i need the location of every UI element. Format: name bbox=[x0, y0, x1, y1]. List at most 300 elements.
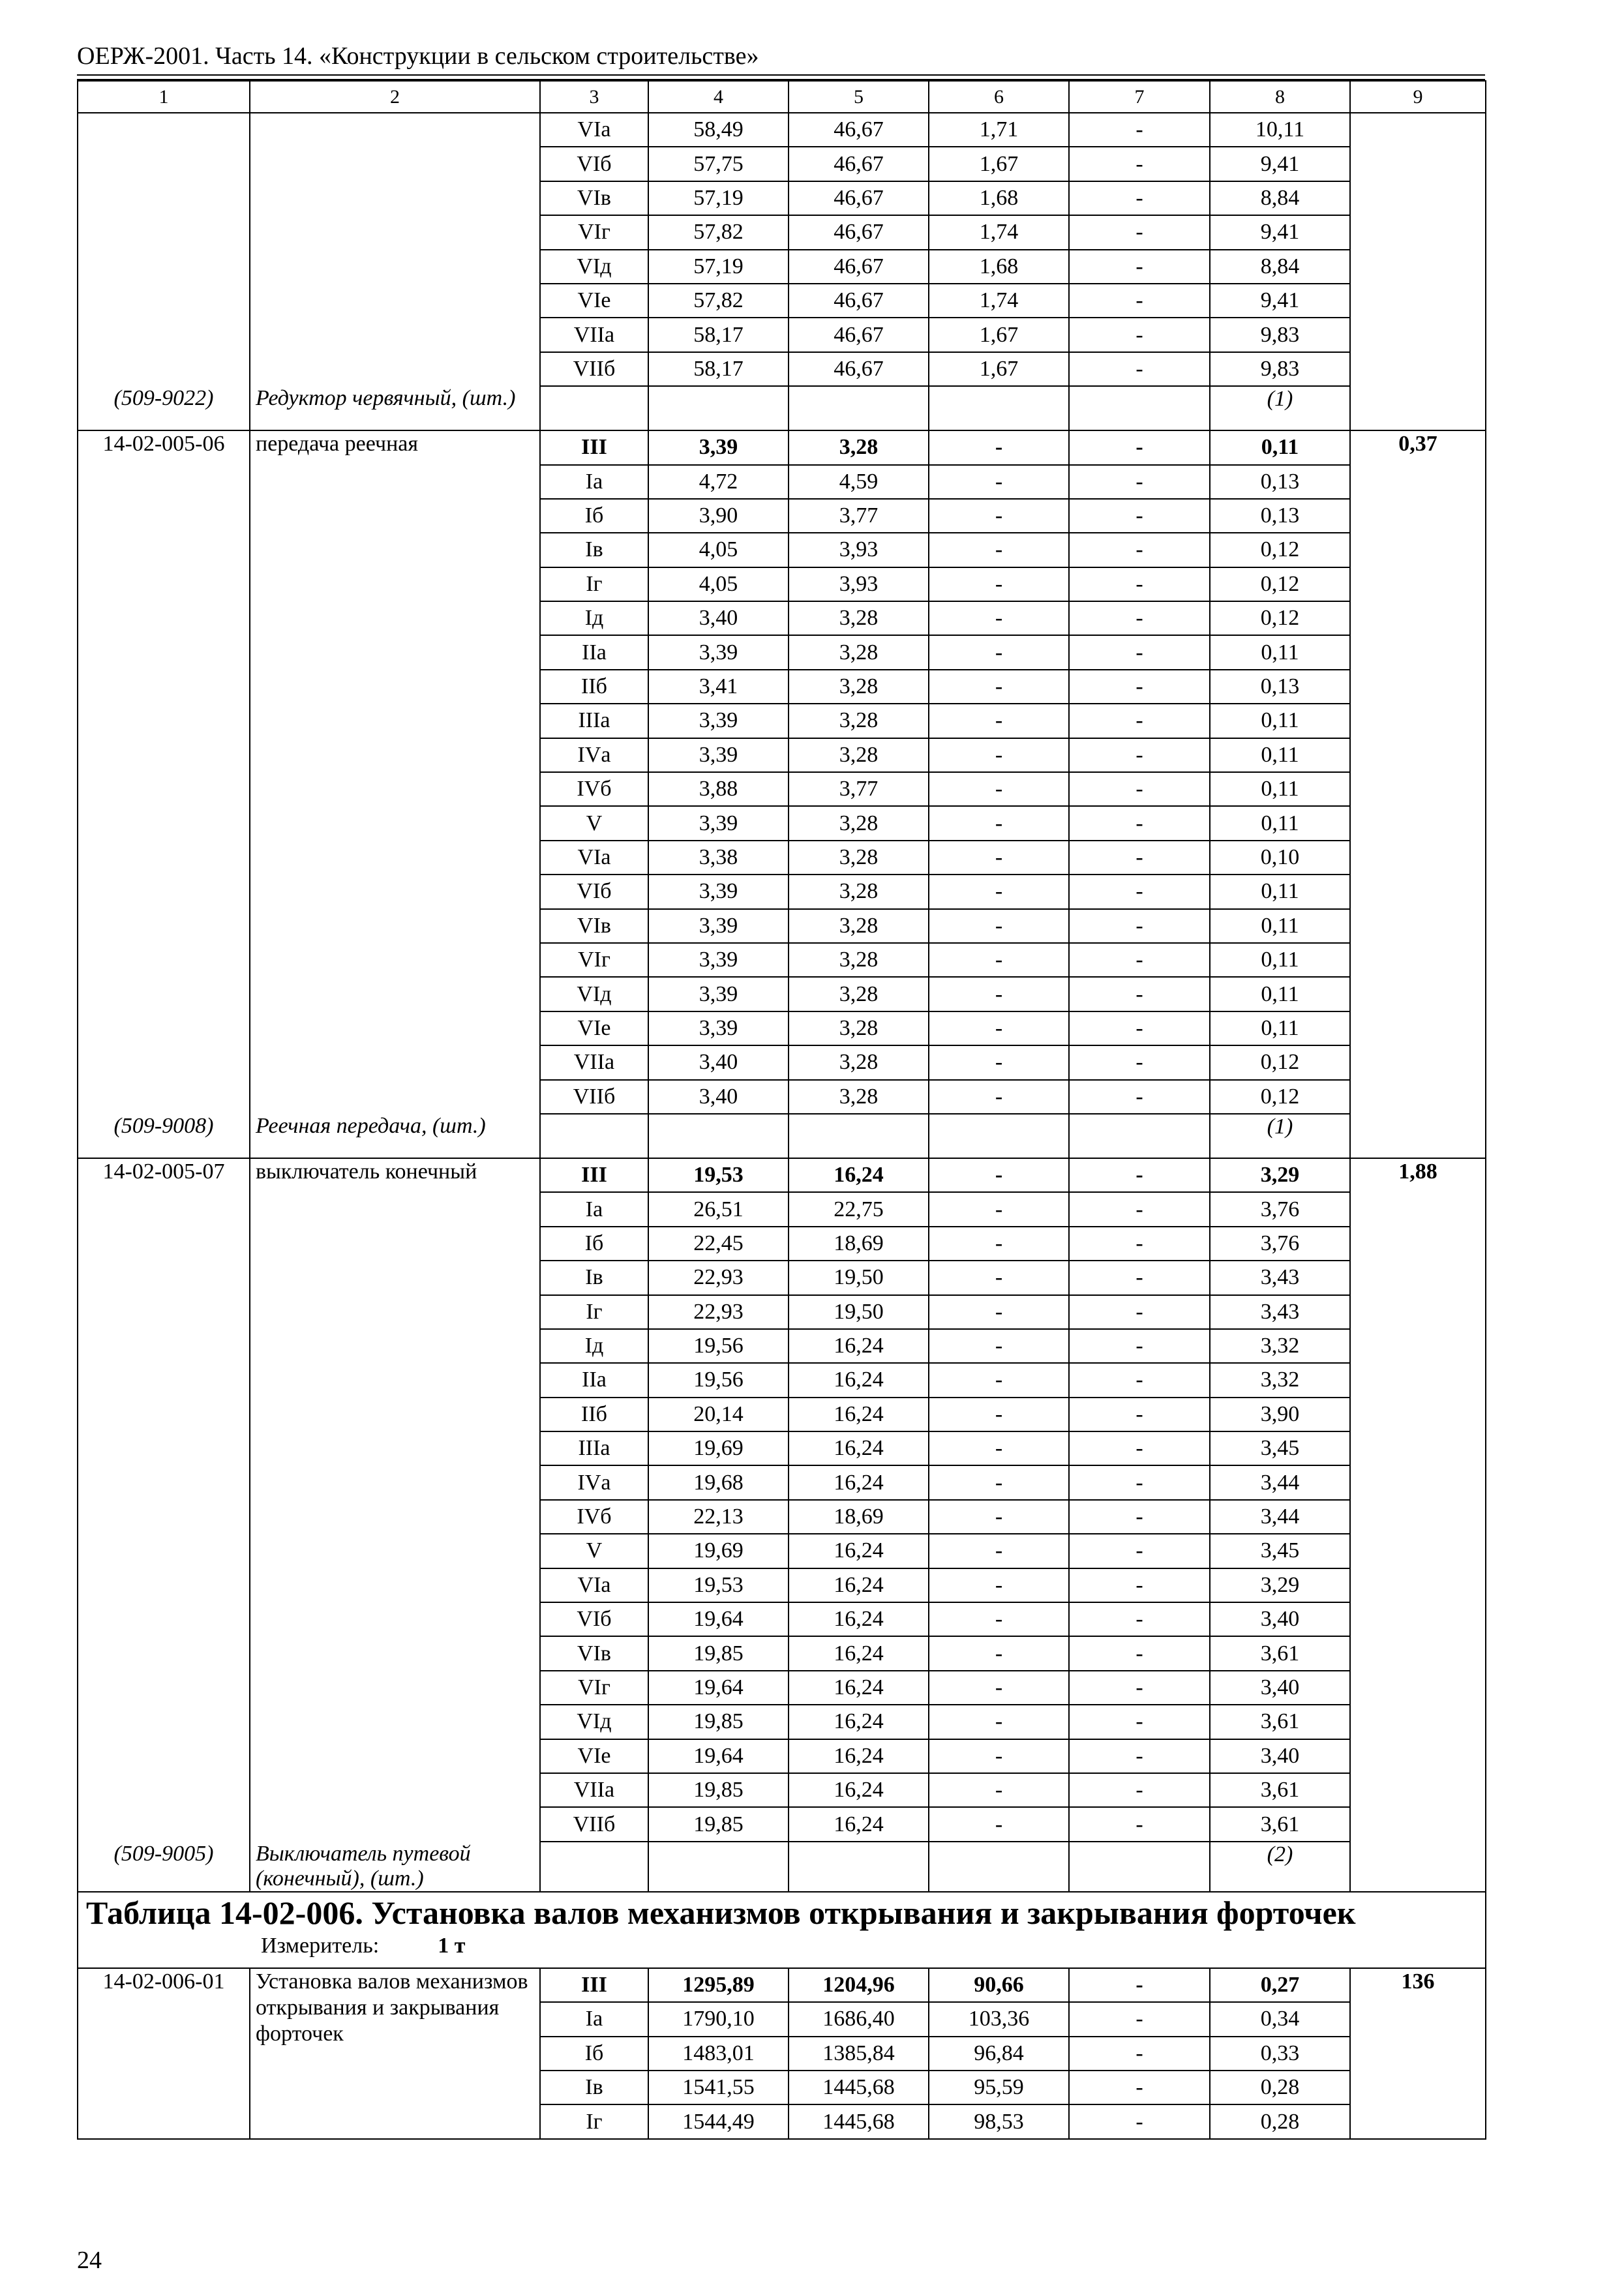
code-cell bbox=[78, 943, 250, 977]
value-cell: IVб bbox=[540, 772, 648, 806]
empty-cell bbox=[929, 1114, 1069, 1158]
value-cell: 1385,84 bbox=[789, 2037, 929, 2071]
value-cell: - bbox=[1069, 147, 1210, 181]
code-cell bbox=[78, 635, 250, 669]
value-cell: 3,61 bbox=[1210, 1636, 1350, 1670]
value-cell: - bbox=[929, 1500, 1069, 1534]
value-cell: - bbox=[1069, 2037, 1210, 2071]
value-cell: 1,68 bbox=[929, 250, 1069, 284]
total-cell bbox=[1350, 806, 1486, 840]
value-cell: VIб bbox=[540, 1602, 648, 1636]
name-cell bbox=[250, 772, 540, 806]
value-cell: VIв bbox=[540, 909, 648, 943]
total-cell bbox=[1350, 250, 1486, 284]
total-cell bbox=[1350, 1465, 1486, 1499]
value-cell: 58,17 bbox=[648, 352, 789, 386]
table-row bbox=[78, 1011, 1486, 1045]
total-cell bbox=[1350, 1705, 1486, 1739]
value-cell: 0,11 bbox=[1210, 909, 1350, 943]
total-cell bbox=[1350, 1363, 1486, 1397]
value-cell: 19,56 bbox=[648, 1363, 789, 1397]
name-cell bbox=[250, 465, 540, 499]
value-cell: - bbox=[929, 1773, 1069, 1807]
value-cell: VIIб bbox=[540, 352, 648, 386]
table-row bbox=[78, 1398, 1486, 1431]
value-cell: 1,74 bbox=[929, 284, 1069, 318]
code-cell bbox=[78, 875, 250, 908]
value-cell: 0,12 bbox=[1210, 533, 1350, 567]
value-cell: VIа bbox=[540, 113, 648, 147]
table-row bbox=[78, 1227, 1486, 1261]
column-number: 9 bbox=[1350, 81, 1486, 113]
code-cell bbox=[78, 909, 250, 943]
total-cell bbox=[1350, 1602, 1486, 1636]
table-row bbox=[78, 1500, 1486, 1534]
name-cell bbox=[250, 147, 540, 181]
code-cell bbox=[78, 841, 250, 875]
page-header: ОЕРЖ-2001. Часть 14. «Конструкции в сельском строительстве» bbox=[77, 42, 759, 70]
value-cell: 1,71 bbox=[929, 113, 1069, 147]
value-cell: - bbox=[1069, 2002, 1210, 2036]
value-cell: VIг bbox=[540, 215, 648, 249]
name-cell bbox=[250, 2071, 540, 2104]
value-cell: 46,67 bbox=[789, 147, 929, 181]
value-cell: 46,67 bbox=[789, 352, 929, 386]
value-cell: 1541,55 bbox=[648, 2071, 789, 2104]
value-cell: 3,28 bbox=[789, 1045, 929, 1079]
table-row bbox=[78, 635, 1486, 669]
name-cell bbox=[250, 181, 540, 215]
value-cell: 19,64 bbox=[648, 1739, 789, 1773]
value-cell: VIг bbox=[540, 1671, 648, 1705]
total-cell bbox=[1350, 1192, 1486, 1226]
value-cell: - bbox=[929, 1227, 1069, 1261]
value-cell: - bbox=[1069, 704, 1210, 738]
value-cell: - bbox=[1069, 1636, 1210, 1670]
value-cell: VIд bbox=[540, 977, 648, 1011]
value-cell: 3,77 bbox=[789, 499, 929, 533]
name-cell bbox=[250, 215, 540, 249]
resource-qty: (1) bbox=[1210, 386, 1350, 430]
value-cell: - bbox=[929, 1329, 1069, 1363]
code-cell bbox=[78, 1671, 250, 1705]
table-row bbox=[78, 1158, 1486, 1192]
empty-cell bbox=[540, 1842, 648, 1892]
value-cell: 9,41 bbox=[1210, 147, 1350, 181]
total-cell bbox=[1350, 1739, 1486, 1773]
value-cell: - bbox=[1069, 1671, 1210, 1705]
table-row bbox=[78, 1465, 1486, 1499]
code-cell bbox=[78, 1227, 250, 1261]
code-cell: 14-02-005-06 bbox=[78, 430, 250, 464]
value-cell: Iд bbox=[540, 601, 648, 635]
value-cell: 3,28 bbox=[789, 670, 929, 704]
value-cell: 3,40 bbox=[1210, 1739, 1350, 1773]
table-row bbox=[78, 841, 1486, 875]
value-cell: 3,38 bbox=[648, 841, 789, 875]
value-cell: 22,93 bbox=[648, 1261, 789, 1294]
empty-cell bbox=[1069, 386, 1210, 430]
value-cell: 3,40 bbox=[648, 1080, 789, 1114]
value-cell: - bbox=[929, 1636, 1069, 1670]
empty-cell bbox=[648, 1842, 789, 1892]
value-cell: 3,28 bbox=[789, 806, 929, 840]
total-cell: 136 bbox=[1350, 1968, 1486, 2002]
value-cell: 20,14 bbox=[648, 1398, 789, 1431]
value-cell: - bbox=[929, 635, 1069, 669]
value-cell: - bbox=[1069, 909, 1210, 943]
value-cell: - bbox=[1069, 1773, 1210, 1807]
total-cell bbox=[1350, 499, 1486, 533]
value-cell: - bbox=[929, 499, 1069, 533]
table-row bbox=[78, 1739, 1486, 1773]
value-cell: Iг bbox=[540, 1295, 648, 1329]
value-cell: - bbox=[1069, 1045, 1210, 1079]
value-cell: - bbox=[1069, 1363, 1210, 1397]
code-cell bbox=[78, 1465, 250, 1499]
value-cell: 0,33 bbox=[1210, 2037, 1350, 2071]
column-number: 3 bbox=[540, 81, 648, 113]
value-cell: 0,10 bbox=[1210, 841, 1350, 875]
name-cell bbox=[250, 1465, 540, 1499]
value-cell: - bbox=[1069, 567, 1210, 601]
total-cell bbox=[1350, 1080, 1486, 1114]
value-cell: - bbox=[1069, 1968, 1210, 2002]
value-cell: - bbox=[1069, 1739, 1210, 1773]
name-cell bbox=[250, 1431, 540, 1465]
value-cell: 0,11 bbox=[1210, 1011, 1350, 1045]
resource-qty: (1) bbox=[1210, 1114, 1350, 1158]
table-row bbox=[78, 113, 1486, 147]
name-cell bbox=[250, 1534, 540, 1568]
name-cell bbox=[250, 1363, 540, 1397]
value-cell: 1790,10 bbox=[648, 2002, 789, 2036]
resource-footnote-row bbox=[78, 386, 1486, 430]
code-cell bbox=[78, 318, 250, 352]
table-row bbox=[78, 1602, 1486, 1636]
column-number: 2 bbox=[250, 81, 540, 113]
value-cell: - bbox=[929, 841, 1069, 875]
table-row bbox=[78, 1568, 1486, 1602]
value-cell: 16,24 bbox=[789, 1807, 929, 1841]
table-caption-row bbox=[78, 1892, 1486, 1968]
value-cell: 1483,01 bbox=[648, 2037, 789, 2071]
value-cell: 3,77 bbox=[789, 772, 929, 806]
name-cell bbox=[250, 1295, 540, 1329]
value-cell: 57,75 bbox=[648, 147, 789, 181]
total-cell bbox=[1350, 533, 1486, 567]
value-cell: 3,45 bbox=[1210, 1534, 1350, 1568]
value-cell: 46,67 bbox=[789, 181, 929, 215]
value-cell: - bbox=[929, 704, 1069, 738]
table-row bbox=[78, 1773, 1486, 1807]
total-cell bbox=[1350, 738, 1486, 772]
value-cell: 3,41 bbox=[648, 670, 789, 704]
code-cell bbox=[78, 2002, 250, 2036]
value-cell: 58,17 bbox=[648, 318, 789, 352]
value-cell: 3,90 bbox=[648, 499, 789, 533]
value-cell: - bbox=[1069, 215, 1210, 249]
empty-cell bbox=[789, 1114, 929, 1158]
table-row bbox=[78, 465, 1486, 499]
value-cell: 3,40 bbox=[648, 1045, 789, 1079]
code-cell bbox=[78, 704, 250, 738]
resource-code: (509-9022) bbox=[78, 386, 250, 430]
value-cell: VIб bbox=[540, 875, 648, 908]
value-cell: VIIа bbox=[540, 1045, 648, 1079]
value-cell: 0,12 bbox=[1210, 567, 1350, 601]
name-cell bbox=[250, 1636, 540, 1670]
table-row bbox=[78, 250, 1486, 284]
value-cell: 46,67 bbox=[789, 250, 929, 284]
value-cell: IVа bbox=[540, 738, 648, 772]
value-cell: 57,19 bbox=[648, 250, 789, 284]
value-cell: 1204,96 bbox=[789, 1968, 929, 2002]
value-cell: 46,67 bbox=[789, 113, 929, 147]
value-cell: 9,83 bbox=[1210, 352, 1350, 386]
value-cell: 96,84 bbox=[929, 2037, 1069, 2071]
value-cell: 10,11 bbox=[1210, 113, 1350, 147]
value-cell: - bbox=[929, 533, 1069, 567]
name-cell bbox=[250, 601, 540, 635]
value-cell: - bbox=[1069, 533, 1210, 567]
value-cell: 0,34 bbox=[1210, 2002, 1350, 2036]
value-cell: 18,69 bbox=[789, 1500, 929, 1534]
value-cell: IIIа bbox=[540, 1431, 648, 1465]
total-cell bbox=[1350, 113, 1486, 147]
total-cell bbox=[1350, 2071, 1486, 2104]
value-cell: 3,28 bbox=[789, 1080, 929, 1114]
empty-cell bbox=[929, 386, 1069, 430]
code-cell bbox=[78, 465, 250, 499]
total-cell bbox=[1350, 943, 1486, 977]
value-cell: 3,28 bbox=[789, 635, 929, 669]
value-cell: Iв bbox=[540, 1261, 648, 1294]
value-cell: - bbox=[929, 909, 1069, 943]
value-cell: - bbox=[1069, 772, 1210, 806]
resource-qty: (2) bbox=[1210, 1842, 1350, 1892]
table-row bbox=[78, 704, 1486, 738]
value-cell: 16,24 bbox=[789, 1329, 929, 1363]
value-cell: - bbox=[1069, 1192, 1210, 1226]
value-cell: 3,61 bbox=[1210, 1773, 1350, 1807]
value-cell: - bbox=[1069, 1227, 1210, 1261]
table-row bbox=[78, 352, 1486, 386]
table-row bbox=[78, 1329, 1486, 1363]
value-cell: 19,50 bbox=[789, 1261, 929, 1294]
total-cell bbox=[1350, 1671, 1486, 1705]
value-cell: - bbox=[1069, 841, 1210, 875]
empty-cell bbox=[540, 386, 648, 430]
name-cell bbox=[250, 352, 540, 386]
value-cell: Iв bbox=[540, 2071, 648, 2104]
name-cell bbox=[250, 284, 540, 318]
table-row bbox=[78, 806, 1486, 840]
value-cell: 3,93 bbox=[789, 533, 929, 567]
table-row bbox=[78, 533, 1486, 567]
total-cell bbox=[1350, 1329, 1486, 1363]
value-cell: 4,72 bbox=[648, 465, 789, 499]
value-cell: 9,41 bbox=[1210, 284, 1350, 318]
value-cell: 16,24 bbox=[789, 1773, 929, 1807]
value-cell: - bbox=[929, 772, 1069, 806]
value-cell: 3,43 bbox=[1210, 1295, 1350, 1329]
value-cell: 8,84 bbox=[1210, 250, 1350, 284]
table-row bbox=[78, 567, 1486, 601]
empty-cell bbox=[789, 386, 929, 430]
value-cell: - bbox=[929, 601, 1069, 635]
value-cell: - bbox=[929, 1602, 1069, 1636]
code-cell bbox=[78, 533, 250, 567]
value-cell: 3,40 bbox=[1210, 1671, 1350, 1705]
value-cell: - bbox=[1069, 1398, 1210, 1431]
code-cell bbox=[78, 1568, 250, 1602]
value-cell: 3,32 bbox=[1210, 1329, 1350, 1363]
value-cell: 4,05 bbox=[648, 533, 789, 567]
table-row bbox=[78, 1705, 1486, 1739]
table-row bbox=[78, 181, 1486, 215]
value-cell: 0,12 bbox=[1210, 1080, 1350, 1114]
rates-table bbox=[77, 80, 1486, 2140]
name-cell bbox=[250, 1045, 540, 1079]
total-cell bbox=[1350, 1227, 1486, 1261]
value-cell: 3,28 bbox=[789, 601, 929, 635]
value-cell: IIб bbox=[540, 1398, 648, 1431]
code-cell bbox=[78, 181, 250, 215]
value-cell: 3,76 bbox=[1210, 1192, 1350, 1226]
value-cell: 19,68 bbox=[648, 1465, 789, 1499]
value-cell: 3,40 bbox=[1210, 1602, 1350, 1636]
value-cell: - bbox=[1069, 1011, 1210, 1045]
name-cell bbox=[250, 1602, 540, 1636]
code-cell bbox=[78, 284, 250, 318]
total-cell bbox=[1350, 215, 1486, 249]
table-row bbox=[78, 1261, 1486, 1294]
value-cell: 0,28 bbox=[1210, 2071, 1350, 2104]
value-cell: - bbox=[1069, 1807, 1210, 1841]
code-cell bbox=[78, 2104, 250, 2138]
empty-cell bbox=[1069, 1114, 1210, 1158]
resource-name: Выключатель путевой (конечный), (шт.) bbox=[250, 1842, 540, 1892]
value-cell: 3,28 bbox=[789, 738, 929, 772]
code-cell bbox=[78, 567, 250, 601]
name-cell bbox=[250, 1671, 540, 1705]
table-row bbox=[78, 284, 1486, 318]
name-cell bbox=[250, 499, 540, 533]
total-cell bbox=[1350, 2104, 1486, 2138]
value-cell: 16,24 bbox=[789, 1671, 929, 1705]
code-cell bbox=[78, 977, 250, 1011]
value-cell: - bbox=[1069, 670, 1210, 704]
value-cell: 16,24 bbox=[789, 1158, 929, 1192]
value-cell: 19,53 bbox=[648, 1568, 789, 1602]
value-cell: Iа bbox=[540, 1192, 648, 1226]
code-cell bbox=[78, 352, 250, 386]
table-row bbox=[78, 1045, 1486, 1079]
name-cell: передача реечная bbox=[250, 430, 540, 464]
value-cell: 19,64 bbox=[648, 1671, 789, 1705]
code-cell bbox=[78, 1500, 250, 1534]
value-cell: - bbox=[929, 1045, 1069, 1079]
value-cell: 0,12 bbox=[1210, 601, 1350, 635]
value-cell: 3,28 bbox=[789, 943, 929, 977]
total-cell bbox=[1350, 772, 1486, 806]
column-number: 6 bbox=[929, 81, 1069, 113]
total-cell bbox=[1350, 1568, 1486, 1602]
value-cell: - bbox=[1069, 113, 1210, 147]
name-cell bbox=[250, 2104, 540, 2138]
table-caption bbox=[78, 1892, 1486, 1968]
table-row bbox=[78, 1295, 1486, 1329]
resource-name: Редуктор червячный, (шт.) bbox=[250, 386, 540, 430]
total-cell bbox=[1350, 977, 1486, 1011]
name-cell: Установка валов механизмов открывания и закрывания форточек bbox=[250, 1968, 540, 2071]
total-cell bbox=[1350, 465, 1486, 499]
empty-cell bbox=[789, 1842, 929, 1892]
table-row bbox=[78, 1431, 1486, 1465]
empty-cell bbox=[1069, 1842, 1210, 1892]
resource-code: (509-9008) bbox=[78, 1114, 250, 1158]
value-cell: 4,59 bbox=[789, 465, 929, 499]
value-cell: VIIб bbox=[540, 1080, 648, 1114]
value-cell: 58,49 bbox=[648, 113, 789, 147]
value-cell: 46,67 bbox=[789, 215, 929, 249]
value-cell: Iв bbox=[540, 533, 648, 567]
value-cell: - bbox=[929, 1398, 1069, 1431]
value-cell: - bbox=[1069, 284, 1210, 318]
name-cell bbox=[250, 1500, 540, 1534]
code-cell bbox=[78, 1192, 250, 1226]
column-number: 1 bbox=[78, 81, 250, 113]
value-cell: 19,56 bbox=[648, 1329, 789, 1363]
value-cell: 16,24 bbox=[789, 1431, 929, 1465]
value-cell: 3,28 bbox=[789, 875, 929, 908]
table-row bbox=[78, 1080, 1486, 1114]
value-cell: 3,43 bbox=[1210, 1261, 1350, 1294]
value-cell: 1,74 bbox=[929, 215, 1069, 249]
code-cell bbox=[78, 1363, 250, 1397]
value-cell: - bbox=[1069, 635, 1210, 669]
table-row bbox=[78, 2104, 1486, 2138]
value-cell: 19,85 bbox=[648, 1807, 789, 1841]
empty-cell bbox=[1350, 386, 1486, 430]
code-cell bbox=[78, 147, 250, 181]
name-cell bbox=[250, 1329, 540, 1363]
code-cell bbox=[78, 1045, 250, 1079]
value-cell: 1445,68 bbox=[789, 2104, 929, 2138]
value-cell: - bbox=[1069, 318, 1210, 352]
code-cell bbox=[78, 1398, 250, 1431]
code-cell: 14-02-005-07 bbox=[78, 1158, 250, 1192]
value-cell: 19,85 bbox=[648, 1705, 789, 1739]
value-cell: 19,64 bbox=[648, 1602, 789, 1636]
code-cell bbox=[78, 250, 250, 284]
value-cell: IVа bbox=[540, 1465, 648, 1499]
value-cell: 0,11 bbox=[1210, 430, 1350, 464]
value-cell: 16,24 bbox=[789, 1363, 929, 1397]
empty-cell bbox=[1350, 1114, 1486, 1158]
value-cell: - bbox=[1069, 1465, 1210, 1499]
total-cell bbox=[1350, 909, 1486, 943]
value-cell: 1295,89 bbox=[648, 1968, 789, 2002]
total-cell bbox=[1350, 2002, 1486, 2036]
value-cell: 0,11 bbox=[1210, 704, 1350, 738]
value-cell: 16,24 bbox=[789, 1636, 929, 1670]
resource-footnote-row bbox=[78, 1114, 1486, 1158]
value-cell: - bbox=[1069, 875, 1210, 908]
value-cell: 3,39 bbox=[648, 943, 789, 977]
value-cell: 57,82 bbox=[648, 215, 789, 249]
